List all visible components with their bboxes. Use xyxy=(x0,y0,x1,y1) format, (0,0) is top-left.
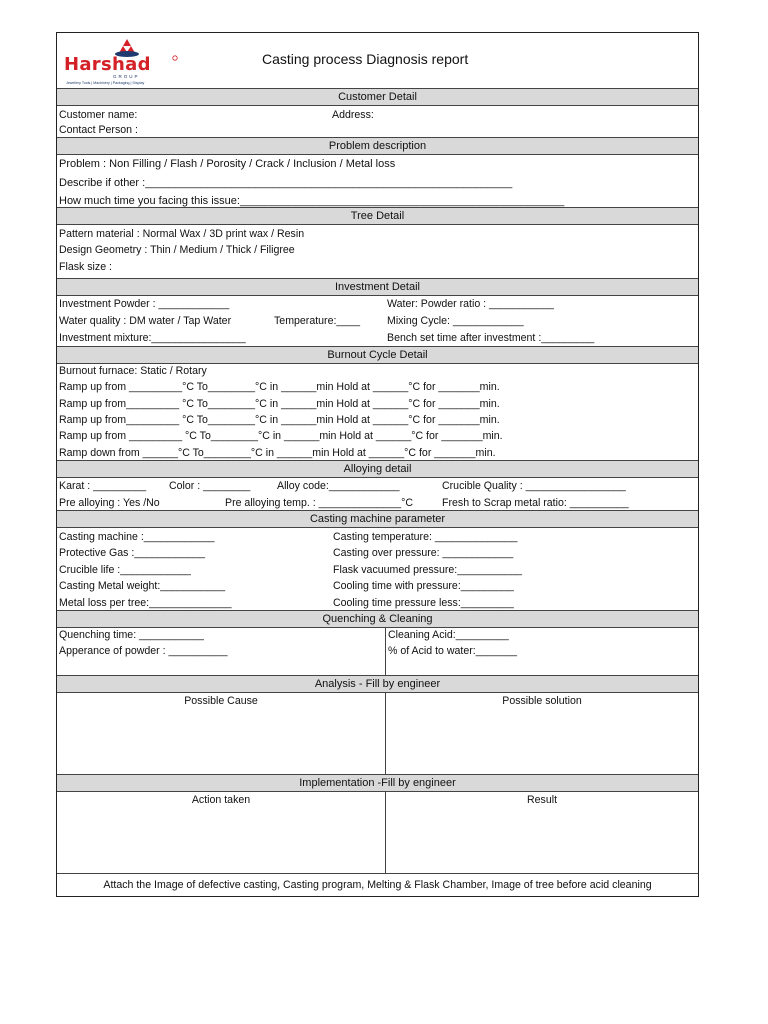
burnout-row[interactable]: Ramp up from_________ °C To________°C in ______min Hold at ______°C for _______min. xyxy=(59,398,500,410)
describe-other-field[interactable]: Describe if other :____________________________________________________________ xyxy=(59,177,513,189)
mixing-cycle-field[interactable]: Mixing Cycle: ____________ xyxy=(387,315,524,327)
section-analysis: Analysis - Fill by engineer xyxy=(57,675,698,693)
section-investment-detail: Investment Detail xyxy=(57,278,698,296)
section-customer-detail: Customer Detail xyxy=(57,88,698,106)
powder-appearance-field[interactable]: Apperance of powder : __________ xyxy=(59,645,228,657)
section-tree-detail: Tree Detail xyxy=(57,207,698,225)
column-divider xyxy=(385,627,386,675)
section-casting-machine: Casting machine parameter xyxy=(57,510,698,528)
company-logo xyxy=(61,37,181,87)
page-title: Casting process Diagnosis report xyxy=(262,51,469,67)
karat-field[interactable]: Karat : _________ xyxy=(59,480,147,492)
footer-note: Attach the Image of defective casting, Casting program, Melting & Flask Chamber, Image of tree before acid cleaning xyxy=(103,879,652,891)
crucible-quality-field[interactable]: Crucible Quality : _________________ xyxy=(442,480,626,492)
cleaning-acid-field[interactable]: Cleaning Acid:_________ xyxy=(388,629,509,641)
logo-tagline: Jewellery Tools | Machinery | Packaging | Display xyxy=(66,81,145,85)
problem-options[interactable]: Problem : Non Filling / Flash / Porosity / Crack / Inclusion / Metal loss xyxy=(59,158,396,170)
pre-alloying-temp-field[interactable]: Pre alloying temp. : ______________°C xyxy=(225,497,413,509)
burnout-row[interactable]: Ramp up from_________ °C To________°C in ______min Hold at ______°C for _______min. xyxy=(59,414,500,426)
design-geometry-field[interactable]: Design Geometry : Thin / Medium / Thick / Filigree xyxy=(59,244,295,256)
logo-group: GROUP xyxy=(113,74,140,79)
casting-right-field[interactable]: Cooling time pressure less:_________ xyxy=(333,597,514,609)
result-input[interactable] xyxy=(387,808,697,872)
burnout-row[interactable]: Ramp up from _________ °C To________°C in ______min Hold at ______°C for _______min. xyxy=(59,430,503,442)
water-quality-field[interactable]: Water quality : DM water / Tap Water xyxy=(59,315,232,327)
fresh-scrap-ratio-field[interactable]: Fresh to Scrap metal ratio: __________ xyxy=(442,497,629,509)
footer-divider xyxy=(57,873,698,874)
color-field[interactable]: Color : ________ xyxy=(169,480,251,492)
section-implementation: Implementation -Fill by engineer xyxy=(57,774,698,792)
acid-to-water-field[interactable]: % of Acid to water:_______ xyxy=(388,645,517,657)
diagnosis-form xyxy=(56,32,699,897)
burnout-furnace-field[interactable]: Burnout furnace: Static / Rotary xyxy=(59,365,207,377)
casting-right-field[interactable]: Flask vacuumed pressure:___________ xyxy=(333,564,523,576)
casting-left-field[interactable]: Protective Gas :____________ xyxy=(59,547,206,559)
quenching-time-field[interactable]: Quenching time: ___________ xyxy=(59,629,204,641)
possible-solution-label: Possible solution xyxy=(502,695,582,707)
customer-name-field[interactable]: Customer name: xyxy=(59,109,138,121)
bench-set-time-field[interactable]: Bench set time after investment :_________ xyxy=(387,332,595,344)
logo-name: Harshad xyxy=(64,54,151,75)
casting-left-field[interactable]: Casting machine :____________ xyxy=(59,531,215,543)
casting-left-field[interactable]: Casting Metal weight:___________ xyxy=(59,580,226,592)
casting-right-field[interactable]: Cooling time with pressure:_________ xyxy=(333,580,514,592)
pattern-material-field[interactable]: Pattern material : Normal Wax / 3D print wax / Resin xyxy=(59,228,305,240)
address-field[interactable]: Address: xyxy=(332,109,374,121)
casting-right-field[interactable]: Casting temperature: ______________ xyxy=(333,531,518,543)
investment-mixture-field[interactable]: Investment mixture:________________ xyxy=(59,332,246,344)
casting-right-field[interactable]: Casting over pressure: ____________ xyxy=(333,547,514,559)
alloy-code-field[interactable]: Alloy code:____________ xyxy=(277,480,400,492)
result-label: Result xyxy=(526,794,558,806)
burnout-row[interactable]: Ramp down from ______°C To________°C in ______min Hold at ______°C for _______min. xyxy=(59,447,496,459)
water-powder-ratio-field[interactable]: Water: Powder ratio : ___________ xyxy=(387,298,554,310)
action-taken-input[interactable] xyxy=(57,808,384,872)
casting-left-field[interactable]: Metal loss per tree:______________ xyxy=(59,597,232,609)
pre-alloying-field[interactable]: Pre alloying : Yes /No xyxy=(59,497,160,509)
action-taken-label: Action taken xyxy=(191,794,251,806)
section-alloying-detail: Alloying detail xyxy=(57,460,698,478)
possible-cause-label: Possible Cause xyxy=(184,695,258,707)
section-burnout-cycle: Burnout Cycle Detail xyxy=(57,346,698,364)
possible-cause-input[interactable] xyxy=(57,709,384,773)
issue-duration-field[interactable]: How much time you facing this issue:_____________________________________________________ xyxy=(59,195,565,207)
possible-solution-input[interactable] xyxy=(387,709,697,773)
temperature-field[interactable]: Temperature:____ xyxy=(274,315,360,327)
flask-size-field[interactable]: Flask size : xyxy=(59,261,112,273)
section-quenching-cleaning: Quenching & Cleaning xyxy=(57,610,698,628)
burnout-row[interactable]: Ramp up from _________°C To________°C in ______min Hold at ______°C for _______min. xyxy=(59,381,500,393)
casting-left-field[interactable]: Crucible life :____________ xyxy=(59,564,191,576)
section-problem-description: Problem description xyxy=(57,137,698,155)
investment-powder-field[interactable]: Investment Powder : ____________ xyxy=(59,298,230,310)
contact-person-field[interactable]: Contact Person : xyxy=(59,124,138,136)
